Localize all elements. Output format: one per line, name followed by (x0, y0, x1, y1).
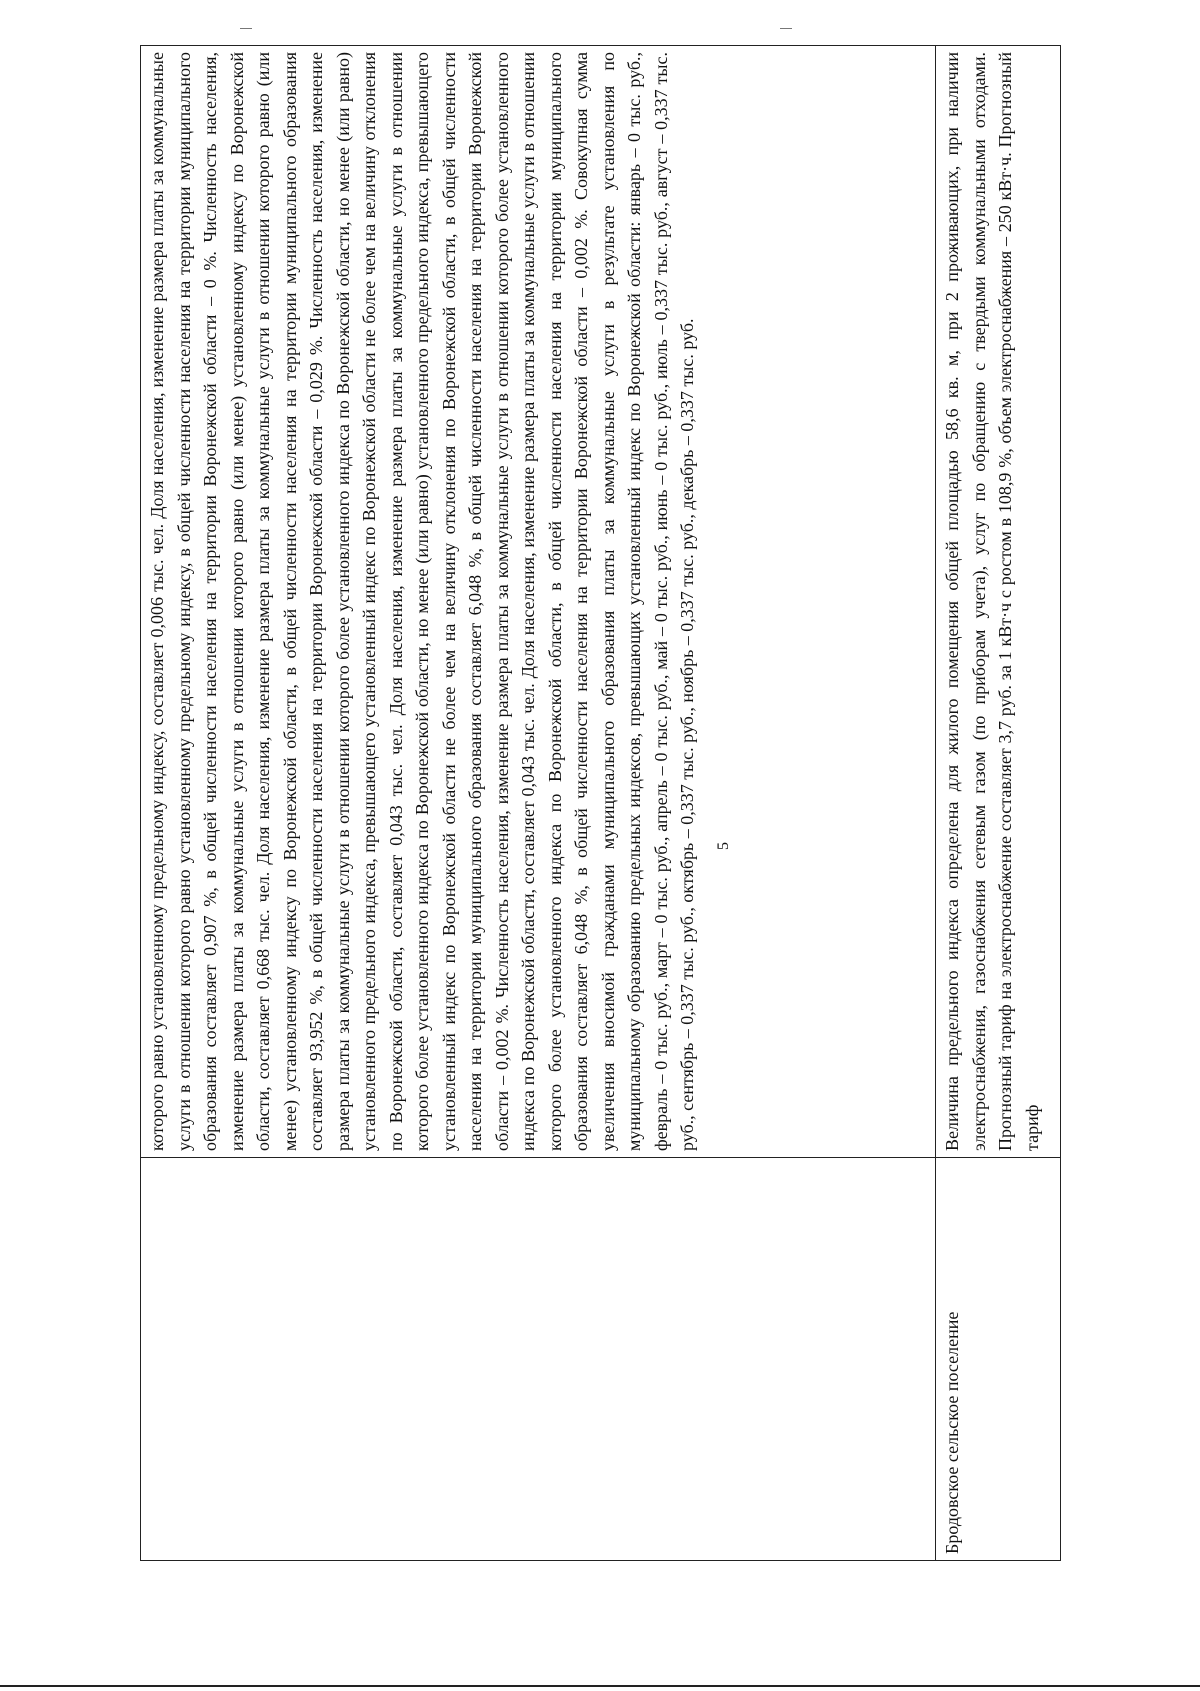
rotated-table-container (140, 45, 1060, 1561)
table-row (936, 46, 1061, 1561)
bottom-rule (0, 1685, 1200, 1687)
top-rule-left (240, 28, 252, 29)
municipality-name-cell: Бродовское сельское поселение (936, 1158, 1061, 1561)
data-table (140, 45, 1061, 1561)
top-rule-right (780, 28, 792, 29)
table-row (141, 46, 936, 1561)
page-number: 5 (715, 842, 732, 850)
description-cell: Величина предельного индекса определена для жилого помещения общей площадью 58,6 кв. м, при 2 проживающих, при наличии электроснабжения, газоснабжения сетевым газом (по приборам учета), услуг по обращению с твердыми коммунальными отходами. Прогнозный тариф на электроснабжение составляет 3,7 руб. за 1 кВт·ч с ростом в 108,9 %, объем электроснабжения – 250 кВт·ч. Прогнозный тариф (936, 46, 1061, 1158)
municipality-name-cell (141, 1158, 936, 1561)
description-cell: которого равно установленному предельному индексу, составляет 0,006 тыс. чел. Доля населения, изменение размера платы за коммунальные услуги в отношении которого равно установленному предельному индексу, в общей численности населения на территории муниципального образования составляет 0,907 %, в общей численности населения на территории Воронежской области – 0 %. Численность населения, изменение размера платы за коммунальные услуги в отношении которого равно (или менее) установленному индексу по Воронежской области, составляет 0,668 тыс. чел. Доля населения, изменение размера платы за коммунальные услуги в отношении которого равно (или менее) установленному индексу по Воронежской области, в общей численности населения на территории муниципального образования составляет 93,952 %, в общей численности населения на территории Воронежской области – 0,029 %. Численность населения, изменение размера платы за коммунальные услуги в отношении которого более установленного индекса по Воронежской области, но менее (или равно) установленного предельного индекса, превышающего установленный индекс по Воронежской области не более чем на величину отклонения по Воронежской области, составляет 0,043 тыс. чел. Доля населения, изменение размера платы за коммунальные услуги в отношении которого более установленного индекса по Воронежской области, но менее (или равно) установленного предельного индекса, превышающего установленный индекс по Воронежской области не более чем на величину отклонения по Воронежской области, в общей численности населения на территории муниципального образования составляет 6,048 %, в общей численности населения на территории Воронежской области – 0,002 %. Численность населения, изменение размера платы за коммунальные услуги в отношении которого более установленного индекса по Воронежской области, составляет 0,043 тыс. чел. Доля населения, изменение размера платы за коммунальные услуги в отношении которого более установленного индекса по Воронежской области, в общей численности населения на территории муниципального образования составляет 6,048 %, в общей численности населения на территории Воронежской области – 0,002 %. Совокупная сумма увеличения вносимой гражданами муниципального образования платы за коммунальные услуги в результате установления по муниципальному образованию предельных индексов, превышающих установленный индекс по Воронежской области: январь – 0 тыс. руб., февраль – 0 тыс. руб., март – 0 тыс. руб., апрель – 0 тыс. руб., май – 0 тыс. руб., июнь – 0 тыс. руб., июль – 0,337 тыс. руб., август – 0,337 тыс. руб., сентябрь – 0,337 тыс. руб., октябрь – 0,337 тыс. руб., ноябрь – 0,337 тыс. руб., декабрь – 0,337 тыс. руб. (141, 46, 936, 1158)
